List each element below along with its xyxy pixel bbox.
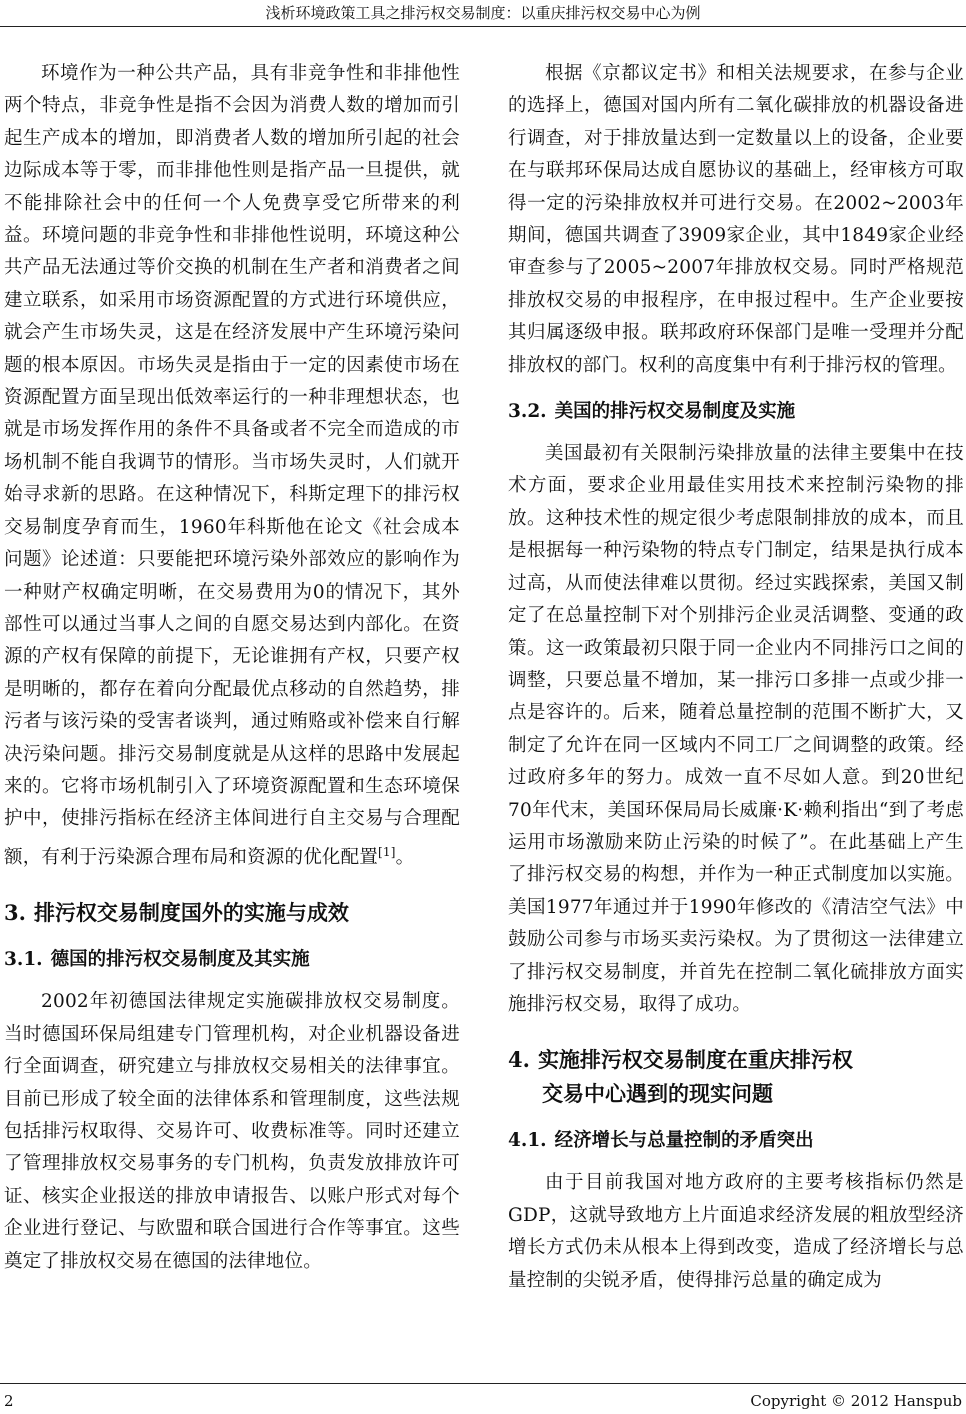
subsection-number: 4.1. [508,1130,547,1152]
paragraph-germany-2002: 2002年初德国法律规定实施碳排放权交易制度。当时德国环保局组建专门管理机构，对企业机器设备进行全面调查，研究建立与排放权交易相关的法律事宜。目前已形成了较全面的法律体系和管理制度，这些法规包括排污权取得、交易许可、收费标准等。同时还建立了管理排放权交易事务的专门机构，负责发放排放许可证、核实企业报送的排放申请报告、以账户形式对每个企业进行登记、与欧盟和联合国进行合作等事宜。这些奠定了排放权交易在德国的法律地位。 [4,991,460,1272]
subsection-heading-3-2 [508,396,964,428]
section-heading-3 [4,896,460,930]
page-footer [0,1383,966,1414]
paragraph-kyoto: 根据《京都议定书》和相关法规要求，在参与企业的选择上，德国对国内所有二氧化碳排放的机器设备进行调查，对于排放量达到一定数量以上的设备，企业要在与联邦环保局达成自愿协议的基础上，经审核方可取得一定的污染排放权并可进行交易。在2002~2003年期间，德国共调查了3909家企业，其中1849家企业经审查参与了2005~2007年排放权交易。同时严格规范排放权交易的申报程序，在申报过程中。生产企业要按其归属逐级申报。联邦政府环保部门是唯一受理并分配排放权的部门。权利的高度集中有利于排污权的管理。 [508,63,964,376]
section-title-line2: 交易中心遇到的现实问题 [542,1082,773,1107]
subsection-number: 3.2. [508,401,547,423]
subsection-number: 3.1. [4,949,43,971]
paragraph-text: 环境作为一种公共产品，具有非竞争性和非排他性两个特点，非竞争性是指不会因为消费人数的增加而引起生产成本的增加，即消费者人数的增加所引起的社会边际成本等于零，而非排他性则是指产品一旦提供，就不能排除社会中的任何一个人免费享受它所带来的利益。环境问题的非竞争性和非排他性说明，环境这种公共产品无法通过等价交换的机制在生产者和消费者之间建立联系，如采用市场资源配置的方式进行环境供应，就会产生市场失灵，这是在经济发展中产生环境污染问题的根本原因。市场失灵是指由于一定的因素使市场在资源配置方面呈现出低效率运行的一种非理想状态，也就是市场发挥作用的条件不具备或者不完全而造成的市场机制不能自我调节的情形。当市场失灵时，人们就开始寻求新的思路。在这种情况下，科斯定理下的排污权交易制度孕育而生，1960年科斯他在论文《社会成本问题》论述道：只要能把环境污染外部效应的影响作为一种财产权确定明晰，在交易费用为0的情况下，其外部性可以通过当事人之间的自愿交易达到内部化。在资源的产权有保障的前提下，无论谁拥有产权，只要产权是明晰的，都存在着向分配最优点移动的自然趋势，排污者与该污染的受害者谈判，通过贿赂或补偿来自行解决污染问题。排污交易制度就是从这样的思路中发展起来的。它将市场机制引入了环境资源配置和生态环境保护中，使排污指标在经济主体间进行自主交易与合理配额，有利于污染源合理布局和资源的优化配置 [4,63,460,868]
section-number: 4. [508,1047,530,1073]
right-column [508,58,964,1297]
copyright-notice: Copyright © 2012 Hanspub [750,1392,962,1410]
section-title: 排污权交易制度国外的实施与成效 [33,901,349,926]
left-column [4,58,460,1278]
section-number: 3. [4,900,26,926]
subsection-heading-4-1 [508,1125,964,1157]
subsection-title: 美国的排污权交易制度及实施 [554,401,796,423]
paragraph-public-goods [4,58,460,874]
paragraph-usa: 美国最初有关限制污染排放量的法律主要集中在技术方面，要求企业用最佳实用技术来控制污染物的排放。这种技术性的规定很少考虑限制排放的成本，而且是根据每一种污染物的特点专门制定，结果是执行成本过高，从而使法律难以贯彻。经过实践探索，美国又制定了在总量控制下对个别排污企业灵活调整、变通的政策。这一政策最初只限于同一企业内不同排污口之间的调整，只要总量不增加，某一排污口多排一点或少排一点是容许的。后来，随着总量控制的范围不断扩大，又制定了允许在同一区域内不同工厂之间调整的政策。经过政府多年的努力。成效一直不尽如人意。到20世纪70年代末，美国环保局局长威廉·K·赖利指出“到了考虑运用市场激励来防止污染的时候了”。在此基础上产生了排污权交易的构想，并作为一种正式制度加以实施。美国1977年通过并于1990年修改的《清洁空气法》中鼓励公司参与市场买卖污染权。为了贯彻这一法律建立了排污权交易制度，并首先在控制二氧化硫排放方面实施排污权交易，取得了成功。 [508,443,964,1015]
section-heading-4 [508,1043,964,1111]
citation-ref[interactable]: [1] [378,844,396,859]
paragraph-gdp: 由于目前我国对地方政府的主要考核指标仍然是GDP，这就导致地方上片面追求经济发展的粗放型经济增长方式仍未从根本上得到改变，造成了经济增长与总量控制的尖锐矛盾，使得排污总量的确定成为 [508,1172,964,1291]
running-head: 浅析环境政策工具之排污权交易制度：以重庆排污权交易中心为例 [0,0,966,27]
subsection-title: 经济增长与总量控制的矛盾突出 [554,1130,814,1152]
section-title-line1: 实施排污权交易制度在重庆排污权 [537,1048,853,1073]
subsection-title: 德国的排污权交易制度及其实施 [50,949,310,971]
page-number: 2 [4,1392,14,1410]
paragraph-end: 。 [395,846,415,868]
subsection-heading-3-1 [4,944,460,976]
